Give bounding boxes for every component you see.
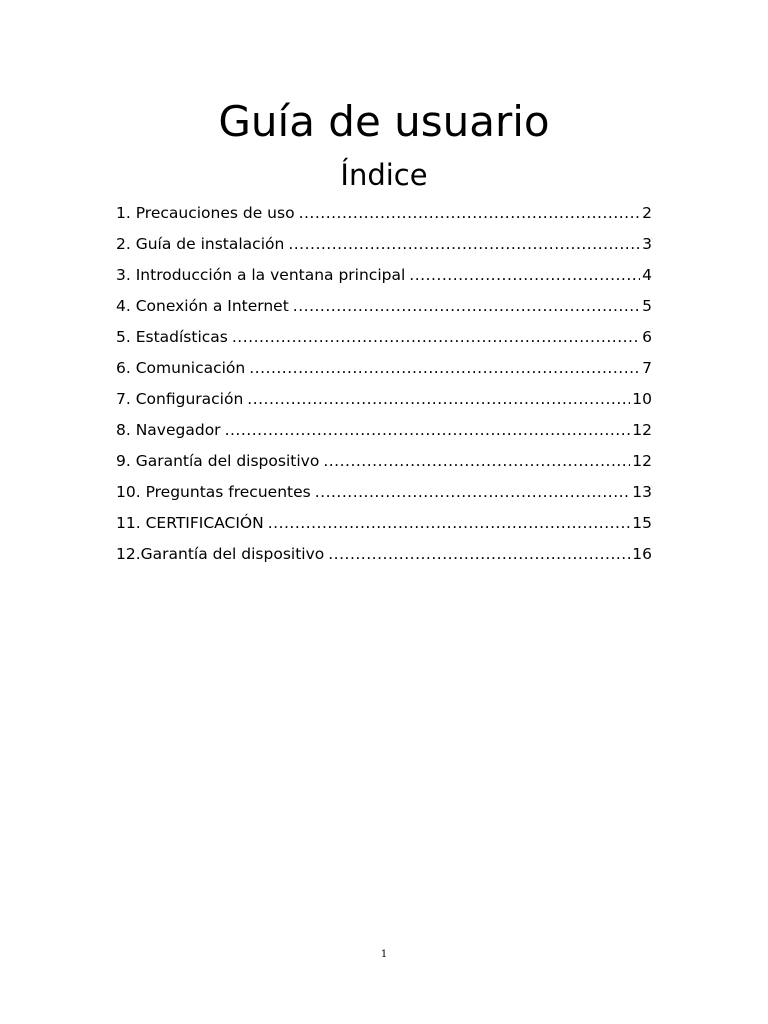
toc-entry-page: 5 (642, 297, 652, 315)
toc-entry[interactable] (116, 198, 652, 229)
toc-entry[interactable] (116, 539, 652, 570)
toc-entry-label: 8. Navegador (116, 421, 221, 439)
toc-entry-label: 2. Guía de instalación (116, 235, 285, 253)
toc-entry-page: 3 (642, 235, 652, 253)
toc-entry[interactable] (116, 508, 652, 539)
toc-entry-label: 10. Preguntas frecuentes (116, 483, 311, 501)
toc-entry-page: 4 (642, 266, 652, 284)
toc-dot-leader (288, 229, 640, 260)
toc-dot-leader (315, 477, 631, 508)
toc-entry-label: 3. Introducción a la ventana principal (116, 266, 406, 284)
toc-entry[interactable] (116, 229, 652, 260)
toc-dot-leader (225, 415, 631, 446)
index-heading: Índice (340, 158, 428, 192)
toc-entry[interactable] (116, 353, 652, 384)
toc-entry-label: 1. Precauciones de uso (116, 204, 295, 222)
toc-entry-label: 11. CERTIFICACIÓN (116, 514, 264, 532)
toc-entry-label: 7. Configuración (116, 390, 244, 408)
toc-entry[interactable] (116, 322, 652, 353)
toc-entry-page: 16 (632, 545, 652, 563)
toc-entry-page: 6 (642, 328, 652, 346)
toc-dot-leader (299, 198, 641, 229)
toc-entry-page: 12 (632, 452, 652, 470)
page-number: 1 (380, 949, 388, 960)
toc-dot-leader (247, 384, 630, 415)
toc-entry-label: 4. Conexión a Internet (116, 297, 289, 315)
table-of-contents (116, 198, 652, 570)
toc-entry-page: 7 (642, 359, 652, 377)
toc-dot-leader (328, 539, 630, 570)
toc-entry-page: 10 (632, 390, 652, 408)
toc-entry-page: 12 (632, 421, 652, 439)
toc-entry[interactable] (116, 477, 652, 508)
toc-dot-leader (409, 260, 640, 291)
toc-dot-leader (268, 508, 631, 539)
toc-dot-leader (249, 353, 640, 384)
toc-entry[interactable] (116, 291, 652, 322)
toc-entry[interactable] (116, 415, 652, 446)
toc-entry-label: 9. Garantía del dispositivo (116, 452, 320, 470)
toc-entry[interactable] (116, 446, 652, 477)
toc-dot-leader (323, 446, 630, 477)
toc-dot-leader (232, 322, 640, 353)
document-title: Guía de usuario (218, 97, 550, 146)
toc-entry-label: 6. Comunicación (116, 359, 246, 377)
toc-entry-page: 13 (632, 483, 652, 501)
toc-entry-page: 15 (632, 514, 652, 532)
toc-dot-leader (293, 291, 640, 322)
toc-entry[interactable] (116, 260, 652, 291)
toc-entry[interactable] (116, 384, 652, 415)
toc-entry-page: 2 (642, 204, 652, 222)
toc-entry-label: 5. Estadísticas (116, 328, 228, 346)
toc-entry-label: 12.Garantía del dispositivo (116, 545, 325, 563)
